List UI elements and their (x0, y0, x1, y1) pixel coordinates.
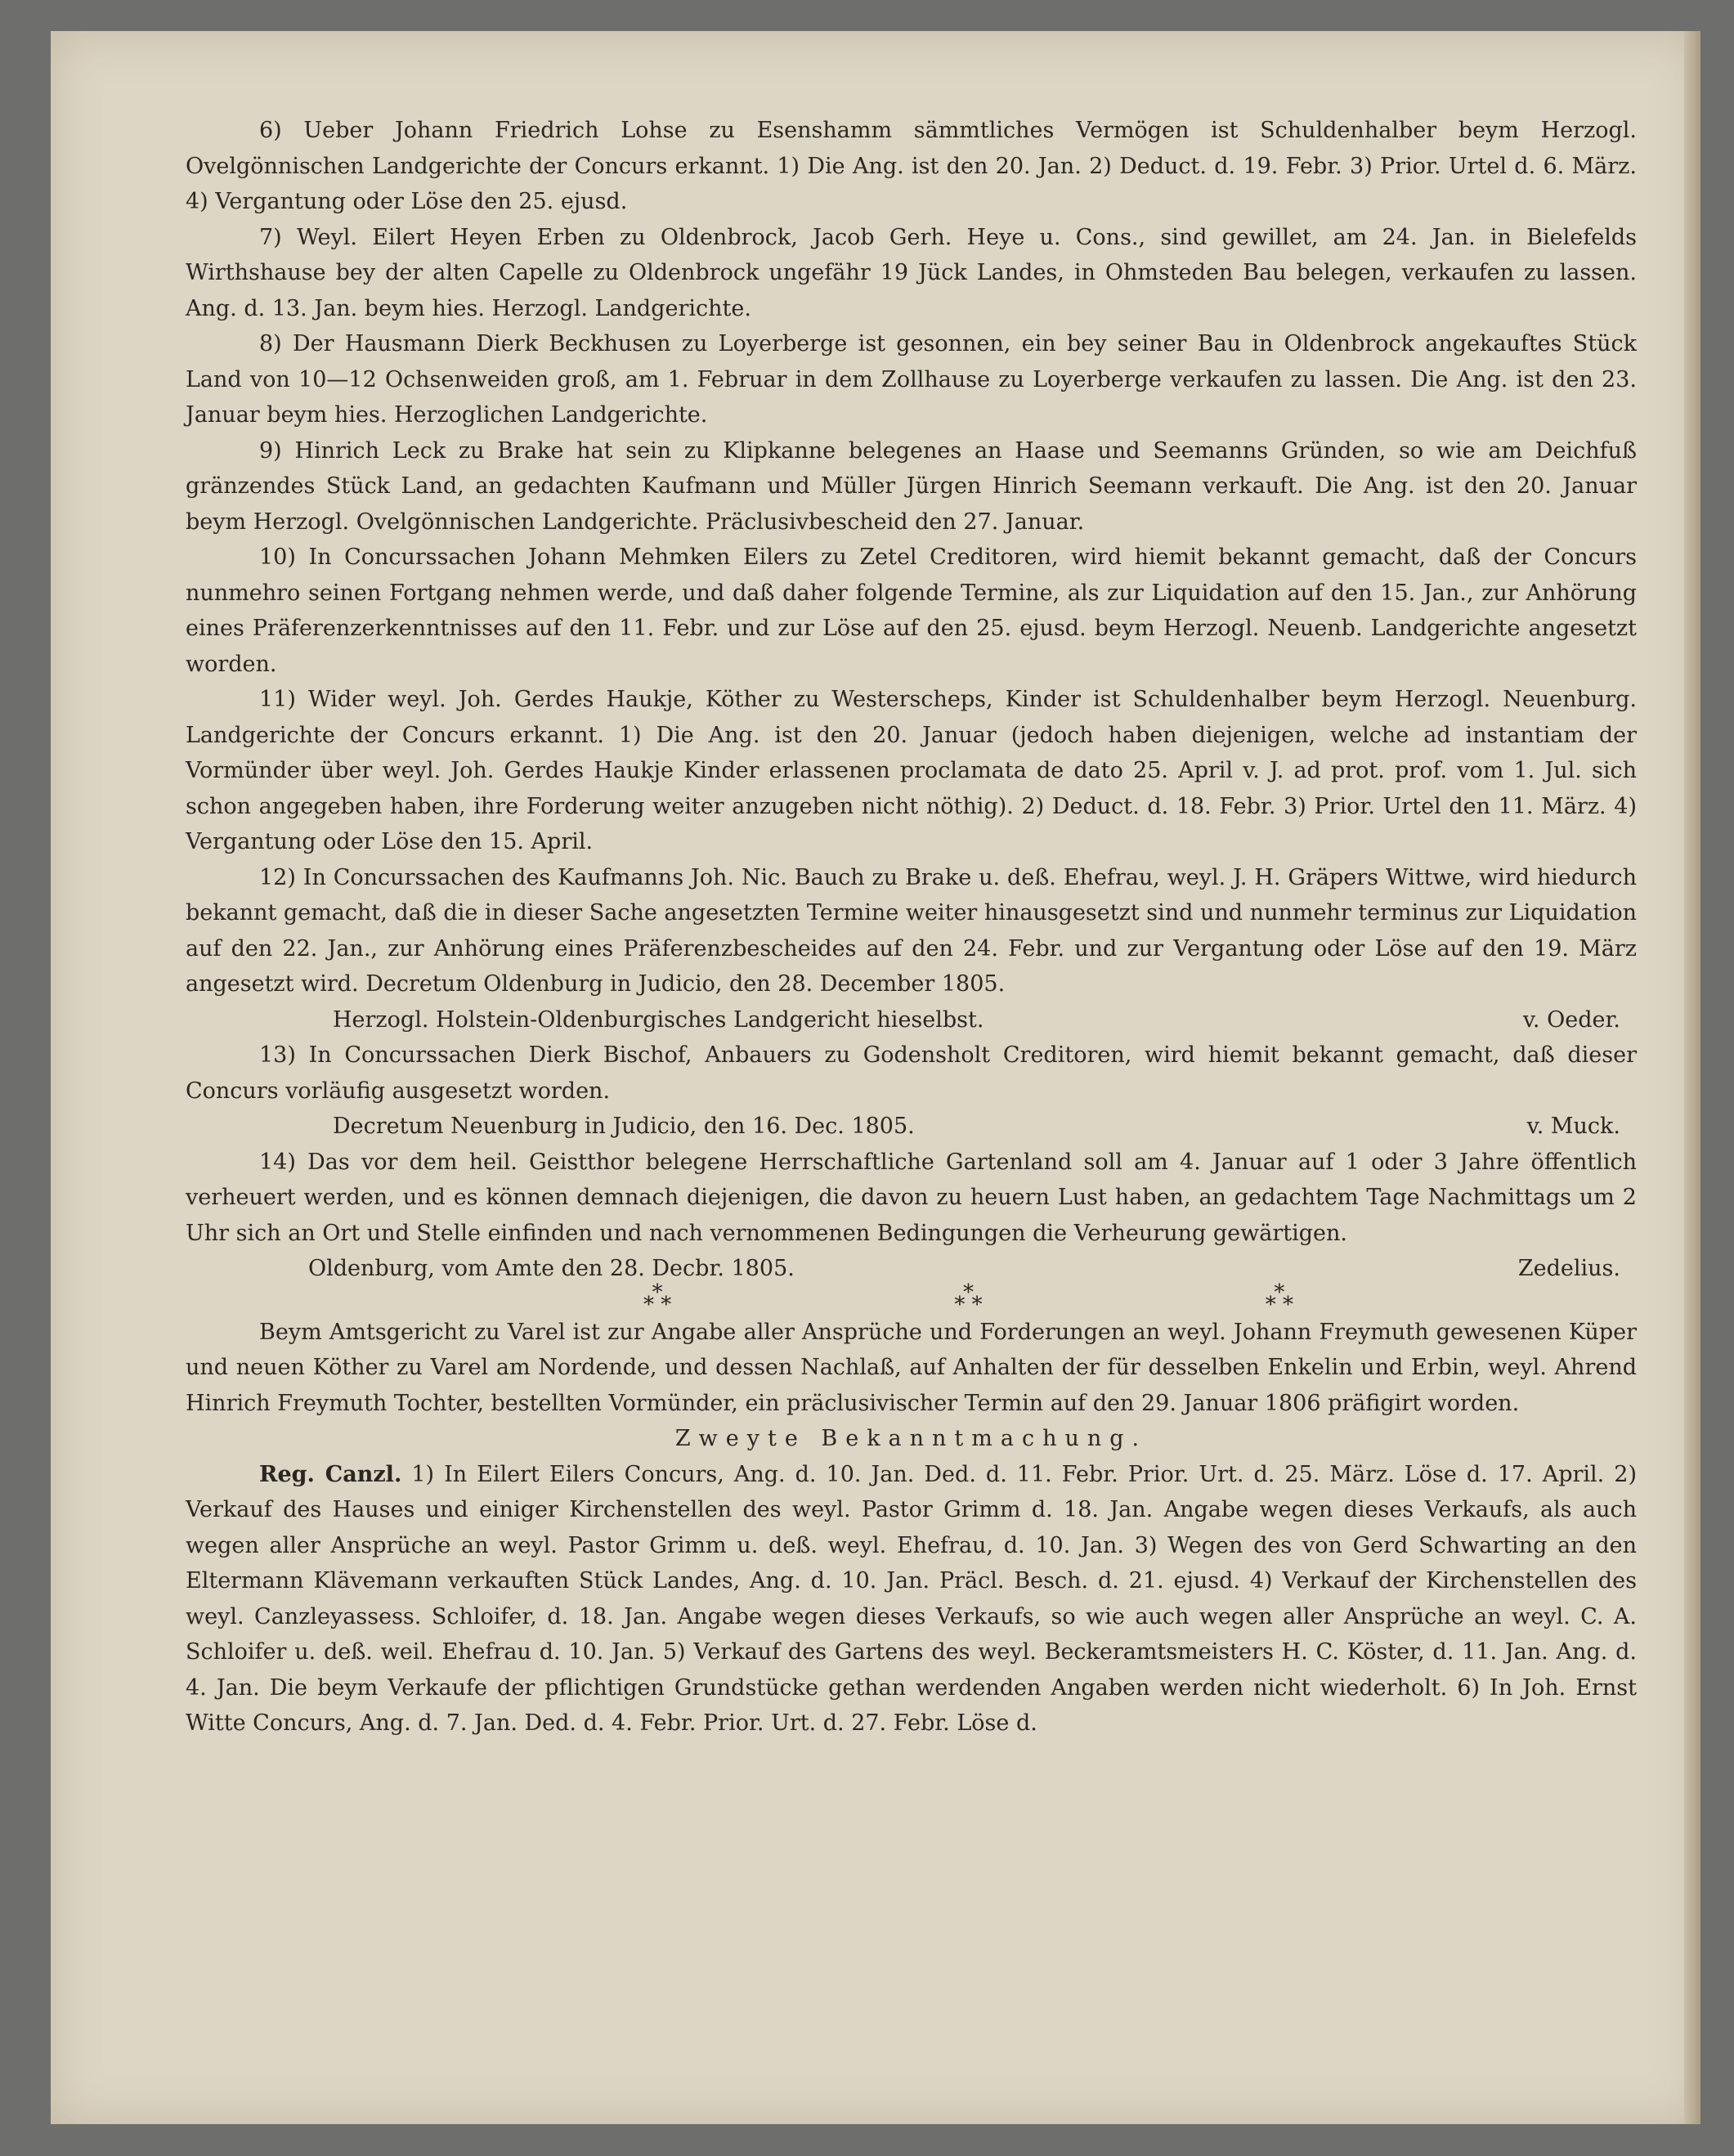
notice-8: 8) Der Hausmann Dierk Beckhusen zu Loyerberge ist gesonnen, ein bey seiner Bau in Oldenbrock angekauftes Stück Land von 10—12 Ochsenweiden groß, am 1. Februar in dem Zollhause zu Loyerberge verkaufen zu lassen. Die Ang. ist den 23. Januar beym hies. Herzoglichen Landgerichte. (186, 331, 1637, 428)
asterism: * * * (954, 1280, 983, 1317)
asterism-divider (186, 1280, 1637, 1317)
asterism: * * * (643, 1280, 672, 1317)
page-text (186, 113, 1637, 1741)
varel-notice: Beym Amtsgericht zu Varel ist zur Angabe aller Ansprüche und Forderungen an weyl. Johann Freymuth gewesenen Küper und neuen Köther zu Varel am Nordende, und dessen Nachlaß, auf Anhalten der für desselben Enkelin und Erbin, weyl. Ahrend Hinrich Freymuth Tochter, bestellten Vormünder, ein präclusivischer Termin auf den 29. Januar 1806 präfigirt worden. (186, 1319, 1637, 1416)
reg-canzl-label: Reg. Canzl. (259, 1461, 402, 1487)
notice-6: 6) Ueber Johann Friedrich Lohse zu Esenshamm sämmtliches Vermögen ist Schuldenhalber beym Herzogl. Ovelgönnischen Landgerichte der Concurs erkannt. 1) Die Ang. ist den 20. Jan. 2) Deduct. d. 19. Febr. 3) Prior. Urtel d. 6. März. 4) Vergantung oder Löse den 25. ejusd. (186, 118, 1637, 214)
notice-13-signature-line (186, 1109, 1637, 1145)
notice-12-signature-line (186, 1002, 1637, 1038)
notice-12: 12) In Concurssachen des Kaufmanns Joh. Nic. Bauch zu Brake u. deß. Ehefrau, weyl. J. H. Gräpers Wittwe, wird hiedurch bekannt gemacht, daß die in dieser Sache angesetzten Termine weiter hinausgesetzt sind und nunmehr terminus zur Liquidation auf den 22. Jan., zur Anhörung eines Präferenzbescheides auf den 24. Febr. und zur Vergantung oder Löse auf den 19. März angesetzt wird. Decretum Oldenburg in Judicio, den 28. December 1805. (186, 864, 1637, 997)
notice-13-decree: Decretum Neuenburg in Judicio, den 16. Dec. 1805. (333, 1114, 915, 1139)
notice-14-signature-line (186, 1251, 1637, 1287)
notice-13: 13) In Concurssachen Dierk Bischof, Anbauers zu Godensholt Creditoren, wird hiemit bekannt gemacht, daß dieser Concurs vorläufig ausgesetzt worden. (186, 1042, 1637, 1104)
notice-12-court: Herzogl. Holstein-Oldenburgisches Landgericht hieselbst. (333, 1006, 984, 1033)
notice-10: 10) In Concurssachen Johann Mehmken Eilers zu Zetel Creditoren, wird hiemit bekannt gemacht, daß der Concurs nunmehro seinen Fortgang nehmen werde, und daß daher folgende Termine, als zur Liquidation auf den 15. Jan., zur Anhörung eines Präferenzerkenntnisses auf den 11. Febr. und zur Löse auf den 25. ejusd. beym Herzogl. Neuenb. Landgerichte angesetzt worden. (186, 545, 1637, 677)
notice-14-signature: Zedelius. (1517, 1256, 1620, 1281)
notice-12-signature: v. Oeder. (1522, 1006, 1620, 1033)
reg-canzl-text: 1) In Eilert Eilers Concurs, Ang. d. 10. Jan. Ded. d. 11. Febr. Prior. Urt. d. 25. März. Löse d. 17. April. 2) Verkauf des Hauses und einiger Kirchenstellen des weyl. Pastor Grimm d. 18. Jan. Angabe wegen dieses Verkaufs, als auch wegen aller Ansprüche an weyl. Pastor Grimm u. deß. weyl. Ehefrau, d. 10. Jan. 3) Wegen des von Gerd Schwarting an den Eltermann Klävemann verkauften Stück Landes, Ang. d. 10. Jan. Präcl. Besch. d. 21. ejusd. 4) Verkauf der Kirchenstellen des weyl. Canzleyassess. Schloifer, d. 18. Jan. Angabe wegen dieses Verkaufs, so wie auch wegen aller Ansprüche an weyl. C. A. Schloifer u. deß. weil. Ehefrau d. 10. Jan. 5) Verkauf des Gartens des weyl. Beckeramtsmeisters H. C. Köster, d. 11. Jan. Ang. d. 4. Jan. Die beym Verkaufe der pflichtigen Grundstücke gethan werdenden Angaben werden nicht wiederholt. 6) In Joh. Ernst Witte Concurs, Ang. d. 7. Jan. Ded. d. 4. Febr. Prior. Urt. d. 27. Febr. Löse d. (186, 1461, 1637, 1736)
notice-13-signature: v. Muck. (1526, 1114, 1620, 1139)
newspaper-page (51, 31, 1700, 2124)
notice-9: 9) Hinrich Leck zu Brake hat sein zu Klipkanne belegenes an Haase und Seemanns Gründen, so wie am Deichfuß gränzendes Stück Land, an gedachten Kaufmann und Müller Jürgen Hinrich Seemann verkauft. Die Ang. ist den 20. Januar beym Herzogl. Ovelgönnischen Landgerichte. Präclusivbescheid den 27. Januar. (186, 437, 1637, 535)
notice-14-place: Oldenburg, vom Amte den 28. Decbr. 1805. (308, 1256, 795, 1281)
notice-14: 14) Das vor dem heil. Geistthor belegene Herrschaftliche Gartenland soll am 4. Januar auf 1 oder 3 Jahre öffentlich verheuert werden, und es können demnach diejenigen, die davon zu heuern Lust haben, an gedachtem Tage Nachmittags um 2 Uhr sich an Ort und Stelle einfinden und nach vernommenen Bedingungen die Verheurung gewärtigen. (186, 1149, 1637, 1246)
notice-7: 7) Weyl. Eilert Heyen Erben zu Oldenbrock, Jacob Gerh. Heye u. Cons., sind gewillet, am 24. Jan. in Bielefelds Wirthshause bey der alten Capelle zu Oldenbrock ungefähr 19 Jück Landes, in Ohmsteden Bau belegen, verkaufen zu lassen. Ang. d. 13. Jan. beym hies. Herzogl. Landgerichte. (186, 224, 1637, 321)
second-announcement-heading: Zweyte Bekanntmachung. (674, 1426, 1148, 1451)
notice-11: 11) Wider weyl. Joh. Gerdes Haukje, Köther zu Westerscheps, Kinder ist Schuldenhalber beym Herzogl. Neuenburg. Landgerichte der Concurs erkannt. 1) Die Ang. ist den 20. Januar (jedoch haben diejenigen, welche ad instantiam der Vormünder über weyl. Joh. Gerdes Haukje Kinder erlassenen proclamata de dato 25. April v. J. ad prot. prof. vom 1. Jul. sich schon angegeben haben, ihre Forderung weiter anzugeben nicht nöthig). 2) Deduct. d. 18. Febr. 3) Prior. Urtel den 11. März. 4) Vergantung oder Löse den 15. April. (186, 687, 1637, 854)
reg-canzl-notice (186, 1457, 1637, 1741)
page-gutter (1684, 31, 1700, 2124)
asterism: * * * (1265, 1280, 1293, 1317)
